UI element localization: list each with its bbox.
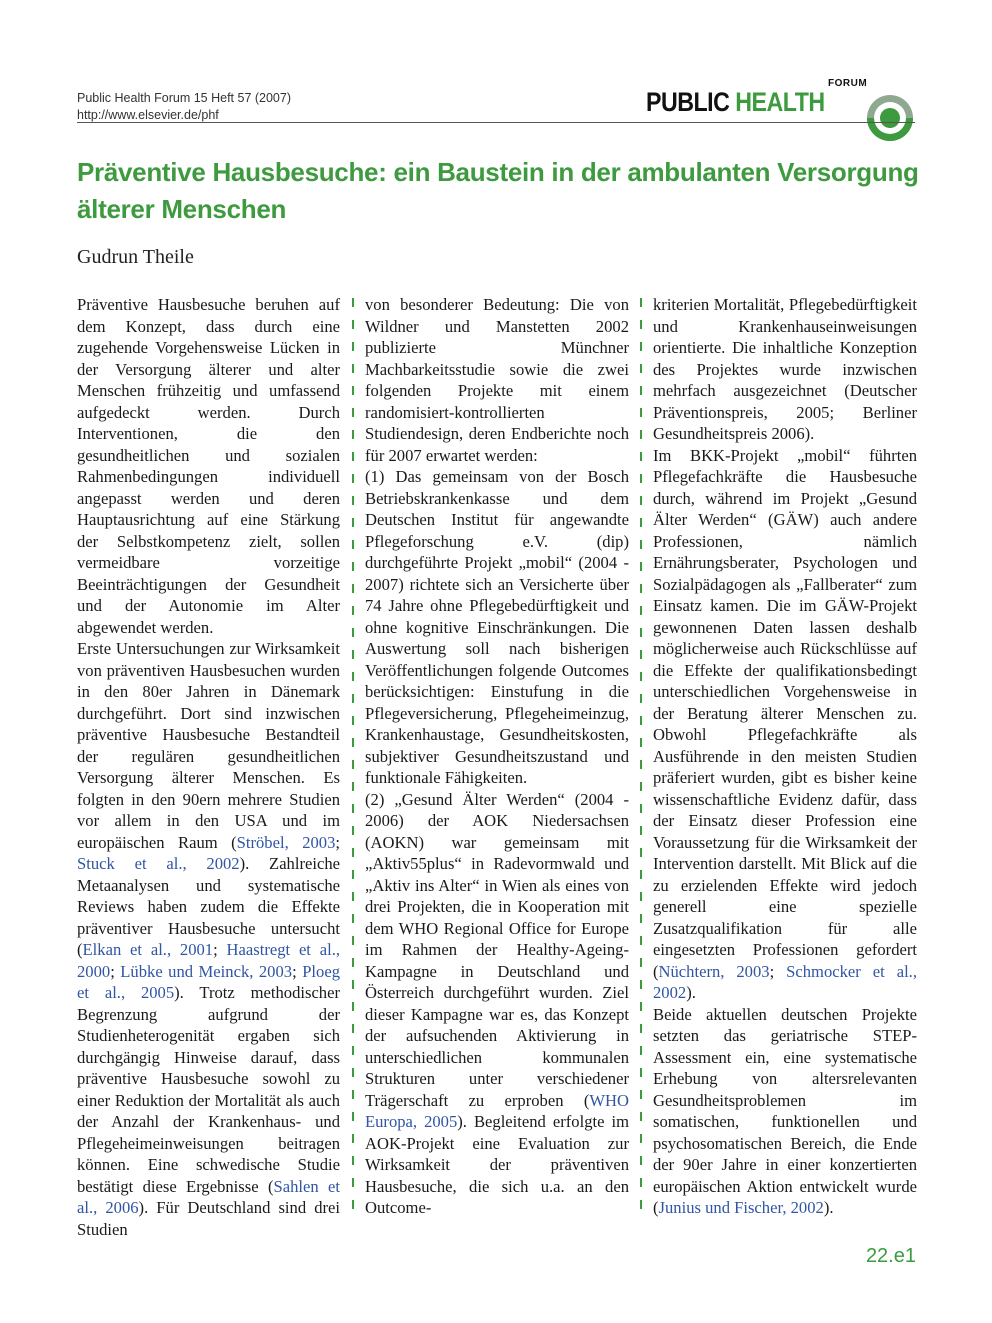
column-divider — [640, 298, 642, 1212]
citation-link[interactable]: Sahlen et al., 2006 — [77, 1176, 340, 1217]
text-run: ). Begleitend erfolgte im AOK-Projekt eine Evaluation zur Wirksamkeit der präventiven Hausbesuche, die sich u.a. an den Outcome- — [365, 1112, 630, 1217]
citation-link[interactable]: Lübke und Meinck, 2003 — [120, 961, 293, 981]
text-run: ). Zahlreiche Metaanalysen und systematische Reviews haben zudem die Effekte präventiver Hausbesuche untersucht ( — [77, 854, 340, 959]
citation-link[interactable]: Ploeg et al., 2005 — [77, 961, 340, 1002]
paragraph: von besonderer Bedeutung: Die von Wildner und Manstetten 2002 publizierte Münchner Machbarkeitsstudie sowie die zwei folgenden Projekte mit einem randomisiert-kontrollierten Studiendesign, deren Endberichte noch für 2007 erwartet werden: — [365, 295, 629, 465]
header-rule — [77, 122, 915, 123]
logo-word-public: PUBLIC — [646, 87, 730, 117]
public-health-forum-logo — [640, 78, 922, 148]
text-run: ; — [292, 961, 303, 981]
body-column-1 — [77, 294, 340, 1240]
text-run: (2) „Gesund Älter Werden“ (2004 - 2006) der AOK Niedersachsen (AOKN) war gemeinsam mit „Aktiv55plus“ in Radevormwald und „Aktiv ins Alter“ in Wien als eines von drei Projekten, die in Kooperation mit dem WHO Regional Office for Europe im Rahmen der Healthy-Ageing-Kampagne in Deutschland und Österreich durchgeführt wurden. Ziel dieser Kampagne war es, das Konzept der aufsuchenden Aktivierung in unterschiedlichen kommunalen Strukturen unter verschiedener Trägerschaft zu erproben ( — [365, 789, 629, 1110]
citation-link[interactable]: Stuck et al., 2002 — [77, 854, 240, 873]
logo-wordmark — [646, 87, 825, 118]
paragraph — [653, 445, 917, 1004]
paragraph: (1) Das gemeinsam von der Bosch Betriebskrankenkasse und dem Deutschen Institut für angewandte Pflegeforschung e.V. (dip) durchgeführte Projekt „mobil“ (2004 - 2007) richtete sich an Versicherte über 74 Jahre ohne Pflegebedürftigkeit und ohne kognitive Einschränkungen. Die Auswertung soll nach bisherigen Veröffentlichungen folgende Outcomes berücksichtigen: Einstufung in die Pflegeversicherung, Pflegeheimeinzug, Krankenhaustage, Gesundheitskosten, subjektiver Gesundheitszustand und funktionale Fähigkeiten. — [365, 467, 629, 787]
text-run: ). Für Deutschland sind drei Studien — [77, 1198, 340, 1239]
body-column-2 — [365, 294, 629, 1219]
text-run: ; — [213, 940, 227, 959]
journal-url: http://www.elsevier.de/phf — [77, 108, 219, 122]
citation-link[interactable]: Haastregt et al., 2000 — [77, 940, 340, 981]
citation-link[interactable]: Schmocker et al., 2002 — [653, 961, 917, 1002]
paragraph — [365, 789, 629, 1219]
citation-link[interactable]: Ströbel, 2003 — [236, 832, 336, 852]
logo-forum-label: FORUM — [828, 78, 868, 89]
citation-link[interactable]: Junius und Fischer, 2002 — [658, 1198, 824, 1217]
page-number: 22.e1 — [865, 1245, 916, 1267]
paragraph: Präventive Hausbesuche beruhen auf dem Konzept, dass durch eine zugehende Vorgehensweise Lücken in der Versorgung älterer und alter Menschen frühzeitig und umfassend aufgedeckt werden. Durch Interventionen, die den gesundheitlichen und sozialen Rahmenbedingungen individuell angepasst werden und deren Hauptausrichtung auf eine Stärkung der Selbstkompetenz zielt, sollen vermeidbare vorzeitige Beeinträchtigungen der Gesundheit und der Autonomie im Alter abgewendet werden. — [77, 295, 340, 637]
paragraph — [653, 1004, 917, 1219]
text-run: Beide aktuellen deutschen Projekte setzten das geriatrische STEP-Assessment ein, eine systematische Erhebung von altersrelevanten Gesundheitsproblemen im somatischen, funktionellen und psychosomatischen Bereich, die Ende der 90er Jahre in einer konzertierten europäischen Aktion entwickelt wurde ( — [653, 1004, 917, 1217]
column-divider — [352, 298, 354, 1212]
text-run: ). — [686, 983, 696, 1002]
paragraph — [77, 638, 340, 1240]
text-run: ). — [823, 1198, 834, 1217]
citation-link[interactable]: WHO Europa, 2005 — [365, 1090, 629, 1131]
citation-link[interactable]: Nüchtern, 2003 — [658, 961, 770, 981]
body-column-3 — [653, 294, 917, 1219]
text-run: Im BKK-Projekt „mobil“ führten Pflegefachkräfte die Hausbesuche durch, während im Projekt „Gesund Älter Werden“ (GÄW) auch andere Professionen, nämlich Ernährungsberater, Psychologen und Sozialpädagogen als „Fallberater“ zum Einsatz kamen. Die im GÄW-Projekt gewonnenen Daten lassen deshalb möglicherweise auch Rückschlüsse auf die Effekte der qualifikationsbedingt unterschiedlichen Vorgehensweise in der Beratung älterer Menschen zu. Obwohl Pflegefachkräfte als Ausführende in den meisten Studien präferiert wurden, gibt es bisher keine wissenschaftliche Evidenz dafür, dass der Einsatz dieser Profession eine Voraussetzung für die Wirksamkeit der Intervention darstellt. Mit Blick auf die zu erzielenden Effekte wird jedoch generell eine spezielle Zusatzqualifikation für alle eingesetzten Professionen gefordert ( — [653, 445, 917, 981]
paragraph: kriterien Mortalität, Pflegebedürftigkeit und Krankenhauseinweisungen orientierte. Die inhaltliche Konzeption des Projektes wurde inzwischen mehrfach ausgezeichnet (Deutscher Präventionspreis, 2005; Berliner Gesundheitspreis 2006). — [653, 295, 917, 443]
article-title: Präventive Hausbesuche: ein Baustein in der ambulanten Versorgung älterer Menschen — [77, 157, 919, 224]
journal-citation: Public Health Forum 15 Heft 57 (2007) — [77, 91, 291, 105]
green-circle-logo-icon — [864, 92, 916, 144]
citation-link[interactable]: Elkan et al., 2001 — [82, 940, 214, 959]
text-run: ; — [769, 961, 787, 981]
text-run: ). Trotz methodischer Begrenzung aufgrund der Studienheterogenität ergaben sich durchgängig Hinweise darauf, dass präventive Hausbesuche sowohl zu einer Reduktion der Mortalität als auch der Anzahl der Krankenhaus- und Pflegeheimeinweisungen beitragen können. Eine schwedische Studie bestätigt diese Ergebnisse ( — [77, 983, 340, 1196]
journal-info — [77, 90, 291, 124]
text-run: Erste Untersuchungen zur Wirksamkeit von präventiven Hausbesuchen wurden in den 80er Jahren in Dänemark durchgeführt. Dort sind inzwischen präventive Hausbesuche Bestandteil der regulären gesundheitlichen Versorgung älterer Menschen. Es folgten in den 90ern mehrere Studien vor allem in den USA und im europäischen Raum ( — [77, 639, 340, 852]
logo-word-health: HEALTH — [735, 87, 825, 117]
text-run: ; — [335, 832, 341, 852]
text-run: ; — [110, 961, 121, 981]
article-author: Gudrun Theile — [77, 246, 194, 268]
